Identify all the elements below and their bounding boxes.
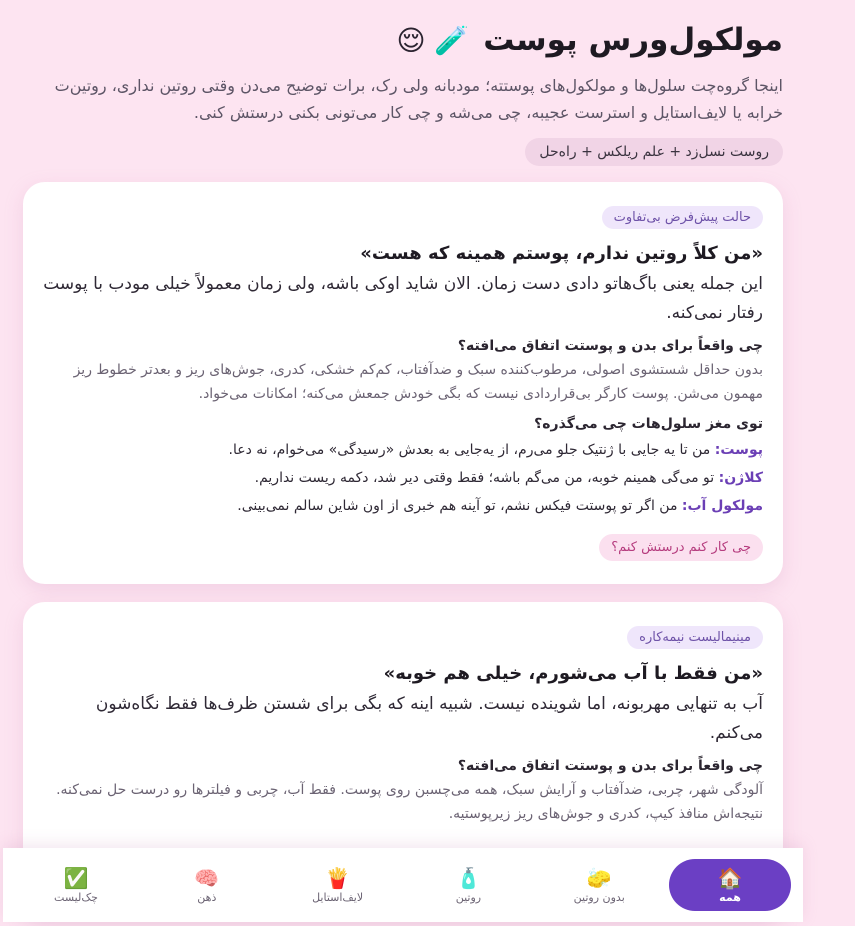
body-effects-heading: چی واقعاً برای بدن و پوستت اتفاق می‌افته؟	[457, 338, 763, 354]
body-effects-heading: چی واقعاً برای بدن و پوستت اتفاق می‌افته؟	[457, 758, 763, 774]
dialog-speaker: کلاژن:	[718, 470, 763, 486]
fries-icon: 🍟	[325, 865, 351, 890]
nav-item-routine[interactable]	[407, 859, 529, 911]
card-lead: این جمله یعنی باگ‌هاتو دادی دست زمان. الان شاید اوکی باشه، ولی زمان معمولاً خیلی مودب با پوست رفتار نمی‌کنه.	[43, 274, 763, 323]
page-title: مولکول‌ورس پوست	[483, 22, 783, 58]
nav-item-no-routine[interactable]	[538, 859, 660, 911]
card-badge: حالت پیش‌فرض بی‌تفاوت	[602, 206, 763, 229]
home-icon: 🏠	[717, 865, 743, 890]
nav-item-all[interactable]	[669, 859, 791, 911]
dialog-speaker: پوست:	[714, 442, 763, 458]
nav-item-mind[interactable]	[146, 859, 268, 911]
nav-item-checklist[interactable]	[15, 859, 137, 911]
dialog-text: من اگر تو پوستت فیکس نشم، تو آینه هم خبری از اون شاین سالم نمی‌بینی.	[237, 498, 682, 514]
nav-label: ذهن	[197, 890, 217, 904]
nav-label: بدون روتین	[573, 890, 625, 904]
nav-label: همه	[719, 890, 741, 904]
scenario-card	[23, 182, 783, 584]
title-emoji-icon: 🧪 😌	[396, 23, 470, 57]
body-effects-text: آلودگی شهر، چربی، ضدآفتاب و آرایش سبک، همه می‌چسبن روی پوست. فقط آب، چربی و فیلترها رو درست حل نمی‌کنه. نتیجه‌اش منافذ کیپ، کدری و جوش‌های ریز زیرپوستیه.	[56, 782, 763, 822]
dialog-line	[43, 492, 763, 520]
checkmark-icon: ✅	[63, 865, 89, 890]
lotion-bottle-icon: 🧴	[455, 865, 481, 890]
intro-text: اینجا گروه‌چت سلول‌ها و مولکول‌های پوستته؛ مودبانه ولی رک، برات توضیح می‌دن وقتی روتین نداری، روتین‌ت خرابه یا لایف‌استایل و استرست عجیبه، چی می‌شه و چی کار می‌تونی بکنی درستش کنی.	[54, 76, 783, 122]
card-lead: آب به تنهایی مهربونه، اما شوینده نیست. شبیه اینه که بگی برای شستن ظرف‌ها فقط نگاه‌شون می‌کنم.	[95, 694, 763, 743]
body-effects-text: بدون حداقل شستشوی اصولی، مرطوب‌کننده سبک و ضدآفتاب، کم‌کم خشکی، کدری، جوش‌های ریز و بعدتر خطوط ریز مهمون می‌شن. پوست کارگر بی‌قراردادی نیست که بگی خودش جمعش می‌کنه؛ امکانات می‌خواد.	[73, 362, 763, 402]
title-row	[43, 22, 783, 58]
dialog-line	[43, 436, 763, 464]
card-quote: «من کلاً روتین ندارم، پوستم همینه که هست»	[360, 243, 763, 264]
dialog-speaker: مولکول آب:	[681, 498, 763, 514]
nav-item-lifestyle[interactable]	[277, 859, 399, 911]
card-badge: مینیمالیست نیمه‌کاره	[627, 626, 763, 649]
brain-icon: 🧠	[194, 865, 220, 890]
card-quote: «من فقط با آب می‌شورم، خیلی هم خوبه»	[383, 663, 763, 684]
dialog-line	[43, 464, 763, 492]
cells-mind-heading: توی مغز سلول‌هات چی می‌گذره؟	[534, 416, 763, 432]
dialog-text: من تا یه جایی با ژنتیک جلو می‌رم، از یه‌جایی به بعدش «رسیدگی» می‌خوام، نه دعا.	[228, 442, 715, 458]
dialog-list	[43, 436, 763, 520]
nav-label: روتین	[455, 890, 482, 904]
bottom-nav	[3, 848, 803, 922]
fix-it-button[interactable]: چی کار کنم درستش کنم؟	[599, 534, 763, 561]
nav-label: چک‌لیست	[54, 890, 98, 904]
nav-label: لایف‌استایل	[312, 890, 364, 904]
tagline-chip: روست نسل‌زد + علم ریلکس + راه‌حل	[525, 138, 783, 166]
sponge-icon: 🧽	[586, 865, 612, 890]
page-header	[43, 22, 783, 126]
dialog-text: تو می‌گی همینم خوبه، من می‌گم باشه؛ فقط وقتی دیر شد، دکمه ریست نداریم.	[254, 470, 719, 486]
